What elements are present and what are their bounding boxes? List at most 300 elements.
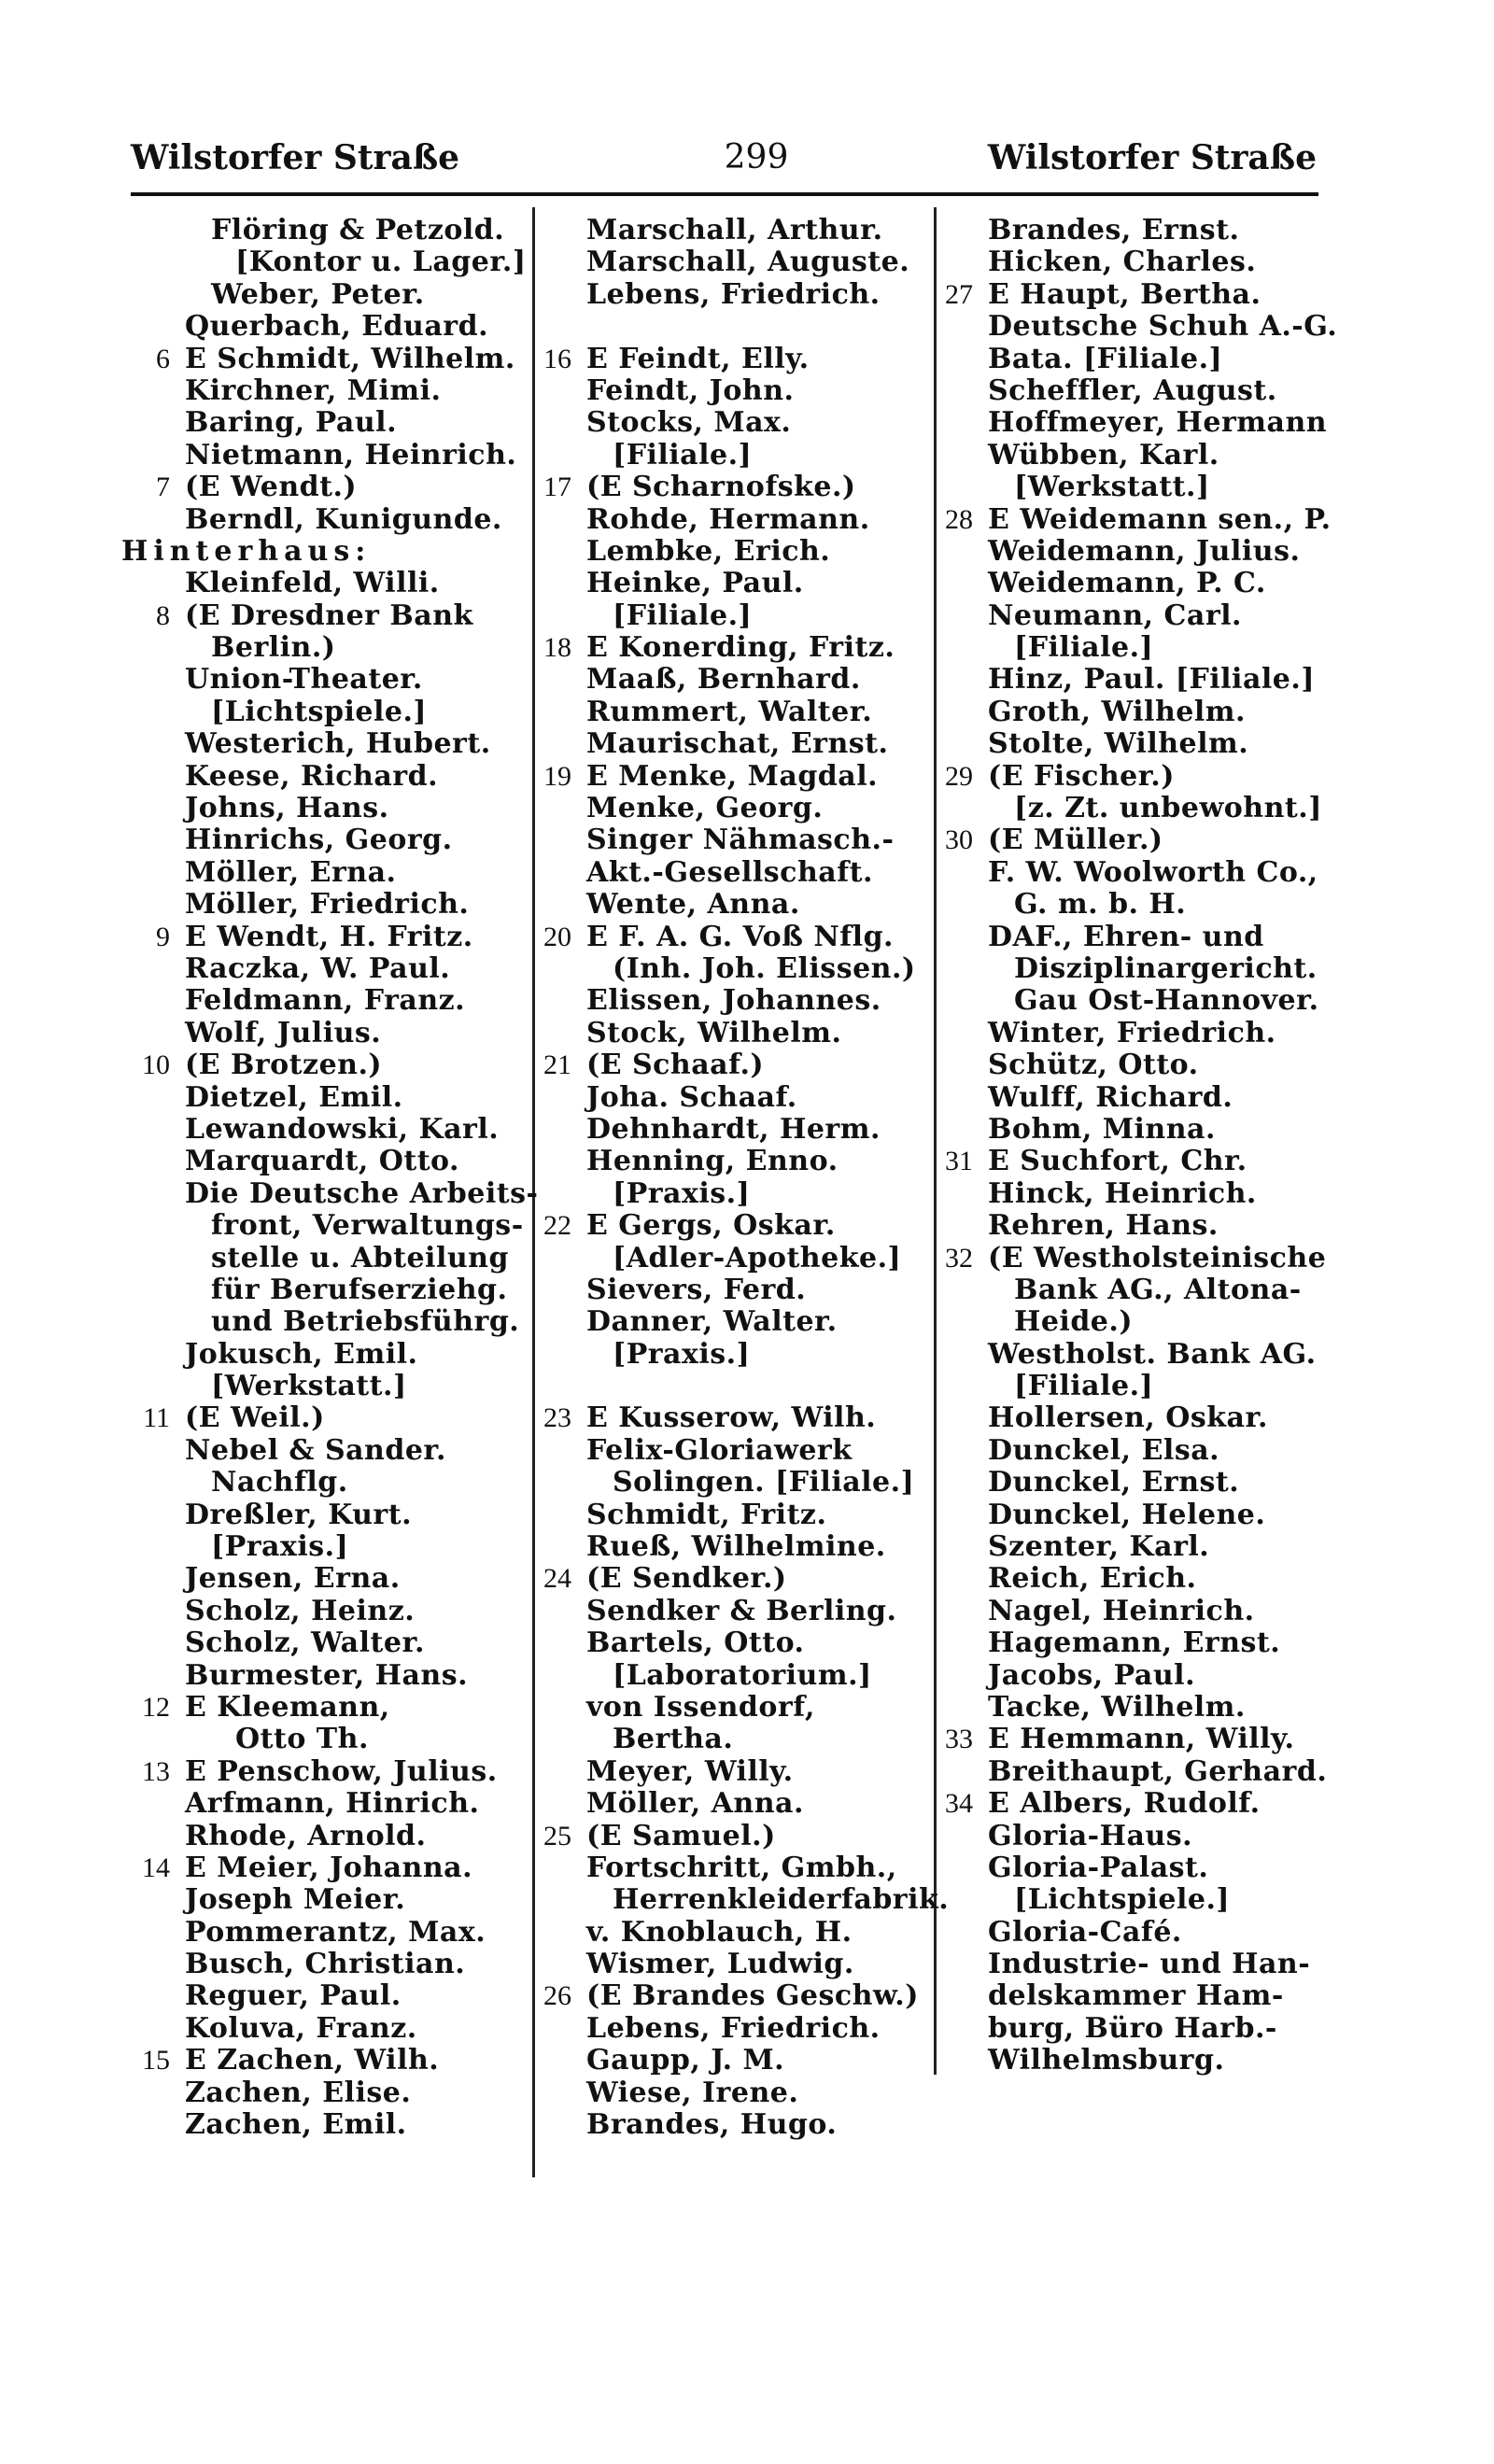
- directory-entry: [523, 1917, 930, 1949]
- directory-entry: [523, 375, 930, 407]
- entry-text: [Praxis.]: [613, 1337, 751, 1371]
- directory-entry: [924, 600, 1317, 632]
- directory-entry: [121, 1114, 530, 1146]
- entry-text: Schmidt, Fritz.: [586, 1498, 827, 1531]
- directory-entry: [121, 632, 530, 664]
- directory-entry: [523, 664, 930, 696]
- entry-text: Möller, Erna.: [185, 855, 397, 889]
- directory-entry: [924, 1563, 1317, 1595]
- directory-entry: [924, 728, 1317, 760]
- entry-text: Gaupp, J. M.: [586, 2044, 785, 2077]
- entry-text: (Inh. Joh. Elissen.): [613, 951, 916, 985]
- directory-entry: [523, 922, 930, 953]
- entry-text: Scholz, Walter.: [185, 1626, 425, 1660]
- directory-entry: [924, 1435, 1317, 1467]
- directory-entry: [121, 2109, 530, 2141]
- directory-entry: [924, 922, 1317, 953]
- entry-text: E Penschow, Julius.: [185, 1754, 498, 1788]
- entry-text: Elissen, Johannes.: [586, 984, 881, 1018]
- directory-entry: [924, 1821, 1317, 1852]
- house-number: 28: [945, 503, 973, 535]
- house-number: 7: [156, 472, 170, 503]
- directory-entry: [523, 1627, 930, 1659]
- directory-entry: [121, 824, 530, 856]
- entry-text: Querbach, Eduard.: [185, 310, 489, 344]
- entry-text: Deutsche Schuh A.-G.: [988, 310, 1338, 344]
- directory-entry: [121, 504, 530, 536]
- directory-entry: [121, 1176, 539, 1210]
- entry-text: Stolte, Wilhelm.: [988, 727, 1249, 761]
- directory-entry: [924, 1917, 1317, 1949]
- entry-text: [Filiale.]: [1014, 1370, 1154, 1403]
- directory-entry: [523, 215, 930, 246]
- entry-text: E Wendt, H. Fritz.: [185, 920, 473, 953]
- house-number: 13: [142, 1755, 170, 1787]
- directory-entry: [523, 504, 930, 536]
- entry-text: Hagemann, Ernst.: [988, 1626, 1281, 1660]
- directory-entry: [121, 1435, 530, 1467]
- house-number: 22: [543, 1210, 571, 1242]
- entry-text: Wente, Anna.: [586, 888, 800, 922]
- directory-entry: [523, 824, 930, 856]
- directory-entry: [523, 1467, 930, 1499]
- directory-entry: [924, 1627, 1317, 1659]
- directory-entry: [121, 215, 530, 246]
- entry-text: Breithaupt, Gerhard.: [988, 1754, 1328, 1788]
- entry-text: Lebens, Friedrich.: [586, 277, 881, 311]
- directory-entry: [121, 1243, 530, 1274]
- entry-text: Nagel, Heinrich.: [988, 1594, 1255, 1627]
- directory-entry: [523, 1306, 930, 1338]
- entry-text: E F. A. G. Voß Nflg.: [586, 920, 894, 953]
- directory-entry: [121, 311, 530, 343]
- directory-entry: [121, 2045, 530, 2077]
- entry-text: Wiese, Irene.: [586, 2076, 799, 2109]
- entry-text: Raczka, W. Paul.: [185, 951, 451, 985]
- entry-text: Marschall, Arthur.: [586, 214, 883, 246]
- directory-entry: [523, 1082, 930, 1114]
- directory-entry: [924, 792, 1322, 825]
- entry-text: Brandes, Ernst.: [988, 214, 1240, 246]
- house-number: 8: [156, 599, 170, 631]
- house-number: 33: [945, 1724, 973, 1755]
- directory-entry: [924, 2013, 1317, 2045]
- entry-text: E Feindt, Elly.: [586, 342, 810, 375]
- entry-text: Wolf, Julius.: [185, 1016, 382, 1049]
- entry-text: Dunckel, Helene.: [988, 1498, 1266, 1531]
- directory-entry: [924, 761, 1317, 793]
- directory-entry: [121, 953, 530, 985]
- directory-entry: [523, 2013, 930, 2045]
- directory-entry: [924, 1531, 1317, 1563]
- directory-entry: [121, 1210, 530, 1242]
- directory-entry: [121, 1531, 530, 1563]
- directory-entry: [523, 1821, 930, 1852]
- directory-entry: [121, 568, 530, 599]
- directory-entry: [924, 1788, 1317, 1820]
- directory-entry: [523, 889, 930, 921]
- entry-text: Hoffmeyer, Hermann: [988, 406, 1328, 440]
- directory-entry: [121, 1274, 530, 1306]
- entry-text: [Werkstatt.]: [211, 1370, 407, 1403]
- directory-entry: [523, 793, 930, 824]
- entry-text: E Kusserow, Wilh.: [586, 1401, 877, 1435]
- entry-text: Heide.): [1014, 1305, 1134, 1339]
- directory-entry: [523, 1949, 930, 1980]
- directory-entry: [523, 568, 930, 599]
- entry-text: Joseph Meier.: [185, 1883, 406, 1917]
- entry-text: (E Dresdner Bank: [185, 598, 473, 632]
- entry-text: Kleinfeld, Willi.: [185, 567, 440, 600]
- directory-entry: [924, 1339, 1317, 1371]
- directory-entry: [924, 568, 1317, 599]
- house-number: 6: [156, 343, 170, 374]
- house-number: 19: [543, 760, 571, 792]
- directory-entry: [523, 1243, 930, 1274]
- entry-text: Menke, Georg.: [586, 792, 824, 825]
- header-street-left: Wilstorfer Straße: [131, 138, 460, 177]
- entry-text: für Berufserziehg.: [211, 1273, 508, 1306]
- directory-entry: [121, 279, 530, 311]
- entry-text: Bertha.: [613, 1723, 734, 1756]
- directory-entry: [121, 761, 530, 793]
- house-number: 26: [543, 1980, 571, 2012]
- house-number: 10: [142, 1049, 170, 1081]
- entry-text: E Weidemann sen., P.: [988, 502, 1332, 536]
- entry-text: Dreßler, Kurt.: [185, 1498, 413, 1531]
- entry-text: E Schmidt, Wilhelm.: [185, 342, 515, 375]
- entry-text: F. W. Woolworth Co.,: [988, 855, 1318, 889]
- house-number: 16: [543, 343, 571, 374]
- entry-text: Feldmann, Franz.: [185, 984, 466, 1018]
- entry-text: v. Knoblauch, H.: [586, 1915, 853, 1949]
- house-number: 31: [945, 1146, 973, 1177]
- entry-text: Hinz, Paul. [Filiale.]: [988, 663, 1316, 697]
- entry-text: Hicken, Charles.: [988, 246, 1257, 279]
- directory-entry: [924, 953, 1317, 985]
- entry-text: E Haupt, Bertha.: [988, 277, 1261, 311]
- entry-text: Rehren, Hans.: [988, 1209, 1219, 1243]
- entry-text: [z. Zt. unbewohnt.]: [1014, 792, 1322, 825]
- directory-entry: [523, 1210, 930, 1242]
- directory-entry: [924, 1884, 1317, 1916]
- entry-text: (E Westholsteinische: [988, 1241, 1327, 1274]
- directory-entry: [924, 1980, 1317, 2012]
- entry-text: Kirchner, Mimi.: [185, 373, 442, 407]
- directory-entry: [121, 407, 530, 439]
- entry-text: Dehnhardt, Herm.: [586, 1112, 881, 1146]
- house-number: 17: [543, 472, 571, 503]
- directory-entry: [121, 1500, 530, 1531]
- column-1: [121, 214, 539, 2142]
- directory-entry: [523, 1883, 950, 1917]
- directory-entry: [924, 1114, 1317, 1146]
- directory-entry: [121, 1884, 530, 1916]
- directory-entry: [924, 406, 1328, 440]
- directory-entry: [523, 1435, 930, 1467]
- house-number: 24: [543, 1563, 571, 1595]
- directory-entry: [121, 1980, 530, 2012]
- directory-entry: [523, 1178, 930, 1210]
- directory-entry: [924, 985, 1317, 1017]
- directory-entry: [121, 728, 530, 760]
- house-number: 23: [543, 1402, 571, 1434]
- entry-text: (E Scharnofske.): [586, 471, 856, 504]
- entry-text: (E Samuel.): [586, 1819, 776, 1852]
- house-number: 34: [945, 1788, 973, 1820]
- entry-text: E Zachen, Wilh.: [185, 2044, 440, 2077]
- entry-text: Wismer, Ludwig.: [586, 1948, 854, 1981]
- entry-text: Singer Nähmasch.-: [586, 824, 895, 857]
- directory-entry: [523, 1018, 930, 1049]
- entry-text: (E Sendker.): [586, 1562, 787, 1596]
- entry-text: Arfmann, Hinrich.: [185, 1787, 480, 1821]
- entry-text: [Lichtspiele.]: [211, 695, 428, 728]
- directory-entry: [121, 1949, 530, 1980]
- column-2: [523, 214, 950, 2142]
- entry-text: Otto Th.: [235, 1723, 369, 1756]
- entry-text: (E Brotzen.): [185, 1049, 383, 1082]
- entry-text: Westholst. Bank AG.: [988, 1337, 1317, 1371]
- directory-entry: [924, 536, 1317, 568]
- entry-text: Stocks, Max.: [586, 406, 792, 440]
- entry-text: Felix-Gloriawerk: [586, 1433, 853, 1467]
- entry-text: Bohm, Minna.: [988, 1112, 1216, 1146]
- directory-entry: [924, 1596, 1317, 1627]
- directory-entry: [523, 2109, 930, 2141]
- entry-text: Rhode, Arnold.: [185, 1819, 427, 1852]
- directory-entry: [121, 472, 530, 503]
- directory-entry: [121, 1306, 530, 1338]
- directory-entry: [924, 1500, 1317, 1531]
- entry-text: Dunckel, Elsa.: [988, 1433, 1220, 1467]
- directory-entry: [121, 246, 530, 278]
- entry-text: Marquardt, Otto.: [185, 1145, 459, 1178]
- directory-entry: [121, 2077, 530, 2109]
- entry-text: Möller, Anna.: [586, 1787, 804, 1821]
- entry-text: Wulff, Richard.: [988, 1080, 1233, 1114]
- entry-text: Dietzel, Emil.: [185, 1080, 403, 1114]
- directory-entry: [121, 1596, 530, 1627]
- entry-text: Hinck, Heinrich.: [988, 1176, 1257, 1210]
- page-number: 299: [724, 138, 789, 176]
- directory-entry: [924, 440, 1317, 472]
- entry-text: E Suchfort, Chr.: [988, 1145, 1247, 1178]
- directory-entry: [523, 1371, 930, 1402]
- entry-text: [Praxis.]: [211, 1530, 349, 1564]
- entry-text: E Konerding, Fritz.: [586, 631, 895, 665]
- directory-entry: [121, 1756, 530, 1788]
- entry-text: Weidemann, P. C.: [988, 567, 1266, 600]
- directory-entry: [523, 1596, 930, 1627]
- directory-entry: [523, 1852, 930, 1884]
- directory-entry: [523, 344, 930, 375]
- directory-entry: [523, 246, 930, 278]
- house-number: 9: [156, 921, 170, 952]
- entry-text: (E Weil.): [185, 1401, 325, 1435]
- directory-entry: [924, 344, 1317, 375]
- entry-text: Jokusch, Emil.: [185, 1337, 418, 1371]
- entry-text: Herrenkleiderfabrik.: [613, 1883, 950, 1917]
- entry-text: E Menke, Magdal.: [586, 759, 879, 793]
- directory-entry: [121, 1821, 530, 1852]
- directory-entry: [121, 1660, 530, 1692]
- directory-entry: [523, 2077, 930, 2109]
- directory-entry: [924, 1306, 1317, 1338]
- entry-text: front, Verwaltungs-: [211, 1209, 524, 1243]
- directory-entry: [121, 1917, 530, 1949]
- directory-entry: [121, 985, 530, 1017]
- directory-entry: [924, 1402, 1317, 1434]
- directory-entry: [121, 1339, 530, 1371]
- entry-text: Busch, Christian.: [185, 1948, 466, 1981]
- entry-text: Akt.-Gesellschaft.: [586, 855, 873, 889]
- directory-entry: [924, 824, 1317, 856]
- entry-text: (E Fischer.): [988, 759, 1175, 793]
- entry-text: Tacke, Wilhelm.: [988, 1690, 1246, 1724]
- entry-text: E Meier, Johanna.: [185, 1851, 473, 1884]
- entry-text: Die Deutsche Arbeits-: [185, 1176, 539, 1210]
- entry-text: Schütz, Otto.: [988, 1049, 1199, 1082]
- directory-entry: [121, 1627, 530, 1659]
- directory-entry: [523, 1500, 930, 1531]
- entry-text: Rohde, Hermann.: [586, 502, 870, 536]
- directory-entry: [924, 889, 1317, 921]
- entry-text: Bata. [Filiale.]: [988, 342, 1223, 375]
- directory-entry: [924, 857, 1317, 889]
- directory-entry: [924, 632, 1317, 664]
- header-street-right: Wilstorfer Straße: [987, 138, 1317, 177]
- entry-text: Lewandowski, Karl.: [185, 1112, 500, 1146]
- directory-entry: [924, 1754, 1328, 1788]
- entry-text: [Lichtspiele.]: [1014, 1883, 1231, 1917]
- entry-text: Gloria-Haus.: [988, 1819, 1193, 1852]
- directory-entry: [924, 502, 1332, 536]
- entry-text: Winter, Friedrich.: [988, 1016, 1276, 1049]
- entry-text: Sievers, Ferd.: [586, 1273, 807, 1306]
- entry-text: [Filiale.]: [613, 598, 753, 632]
- house-number: 11: [143, 1402, 170, 1434]
- directory-entry: [924, 375, 1317, 407]
- entry-text: (E Wendt.): [185, 471, 358, 504]
- entry-text: Weidemann, Julius.: [988, 534, 1301, 568]
- directory-entry: [924, 215, 1317, 246]
- entry-text: Scheffler, August.: [988, 373, 1277, 407]
- house-number: 30: [945, 824, 973, 856]
- page-header: [131, 138, 1317, 190]
- entry-text: Nachflg.: [211, 1466, 348, 1500]
- entry-text: Bartels, Otto.: [586, 1626, 805, 1660]
- directory-entry: [924, 1082, 1317, 1114]
- entry-text: Berndl, Kunigunde.: [185, 502, 502, 536]
- entry-text: [Kontor u. Lager.]: [235, 246, 527, 279]
- entry-text: Joha. Schaaf.: [586, 1080, 797, 1114]
- directory-entry: [924, 664, 1317, 696]
- directory-entry: [121, 1146, 530, 1177]
- directory-entry: [924, 1241, 1327, 1274]
- directory-entry: [924, 1178, 1317, 1210]
- entry-text: G. m. b. H.: [1014, 888, 1187, 922]
- entry-text: (E Schaaf.): [586, 1049, 765, 1082]
- entry-text: Lembke, Erich.: [586, 534, 831, 568]
- directory-entry: [523, 1274, 930, 1306]
- entry-text: Maurischat, Ernst.: [586, 727, 889, 761]
- column-3: [924, 214, 1338, 2077]
- entry-text: Dunckel, Ernst.: [988, 1466, 1240, 1500]
- entry-text: Reguer, Paul.: [185, 1979, 402, 2013]
- entry-text: burg, Büro Harb.-: [988, 2011, 1277, 2045]
- directory-entry: [523, 279, 930, 311]
- entry-text: Maaß, Bernhard.: [586, 663, 861, 697]
- directory-entry: [523, 1563, 930, 1595]
- house-number: 18: [543, 632, 571, 664]
- entry-text: Koluva, Franz.: [185, 2011, 417, 2045]
- entry-text: Solingen. [Filiale.]: [613, 1466, 915, 1500]
- house-number: 25: [543, 1820, 571, 1852]
- entry-text: [Filiale.]: [613, 438, 753, 472]
- entry-text: Meyer, Willy.: [586, 1754, 794, 1788]
- directory-entry: [924, 697, 1317, 728]
- header-rule: [131, 192, 1318, 196]
- directory-entry: [924, 472, 1317, 503]
- entry-text: Heinke, Paul.: [586, 567, 804, 600]
- entry-text: (E Brandes Geschw.): [586, 1979, 919, 2013]
- directory-entry: [924, 1146, 1317, 1177]
- directory-entry: [121, 440, 530, 472]
- directory-entry: [121, 1402, 530, 1434]
- entry-text: Neumann, Carl.: [988, 598, 1242, 632]
- directory-entry: [924, 1274, 1317, 1306]
- entry-text: Bank AG., Altona-: [1014, 1273, 1302, 1306]
- entry-text: E Kleemann,: [185, 1690, 390, 1724]
- entry-text: Baring, Paul.: [185, 406, 398, 440]
- entry-text: Keese, Richard.: [185, 759, 439, 793]
- entry-text: Johns, Hans.: [185, 792, 389, 825]
- entry-text: Lebens, Friedrich.: [586, 2011, 881, 2045]
- entry-text: Weber, Peter.: [211, 277, 425, 311]
- house-number: 12: [142, 1691, 170, 1723]
- directory-entry: [523, 1402, 930, 1434]
- entry-text: Henning, Enno.: [586, 1145, 839, 1178]
- entry-text: delskammer Ham-: [988, 1979, 1284, 2013]
- entry-text: Szenter, Karl.: [988, 1530, 1210, 1564]
- directory-entry: [121, 793, 530, 824]
- directory-entry: [924, 1949, 1317, 1980]
- directory-entry: [523, 1724, 930, 1755]
- entry-text: Union-Theater.: [185, 663, 423, 697]
- entry-text: (E Müller.): [988, 824, 1163, 857]
- entry-text: Nebel & Sander.: [185, 1433, 446, 1467]
- entry-text: Danner, Walter.: [586, 1305, 838, 1339]
- directory-entry: [523, 1531, 930, 1563]
- directory-entry: [121, 1692, 530, 1724]
- directory-entry: [523, 1980, 930, 2012]
- directory-entry: [523, 1339, 930, 1371]
- entry-text: Gloria-Palast.: [988, 1851, 1209, 1884]
- directory-entry: [523, 1756, 930, 1788]
- directory-entry: [523, 1049, 930, 1081]
- house-number: 29: [945, 760, 973, 792]
- entry-text: Fortschritt, Gmbh.,: [586, 1851, 897, 1884]
- house-number: 27: [945, 278, 973, 310]
- entry-text: Hinrichs, Georg.: [185, 824, 453, 857]
- directory-entry: [121, 1467, 530, 1499]
- entry-text: E Hemmann, Willy.: [988, 1723, 1295, 1756]
- entry-text: Zachen, Emil.: [185, 2108, 407, 2142]
- entry-text: Rueß, Wilhelmine.: [586, 1530, 886, 1564]
- directory-entry: [523, 407, 930, 439]
- entry-text: DAF., Ehren- und: [988, 920, 1264, 953]
